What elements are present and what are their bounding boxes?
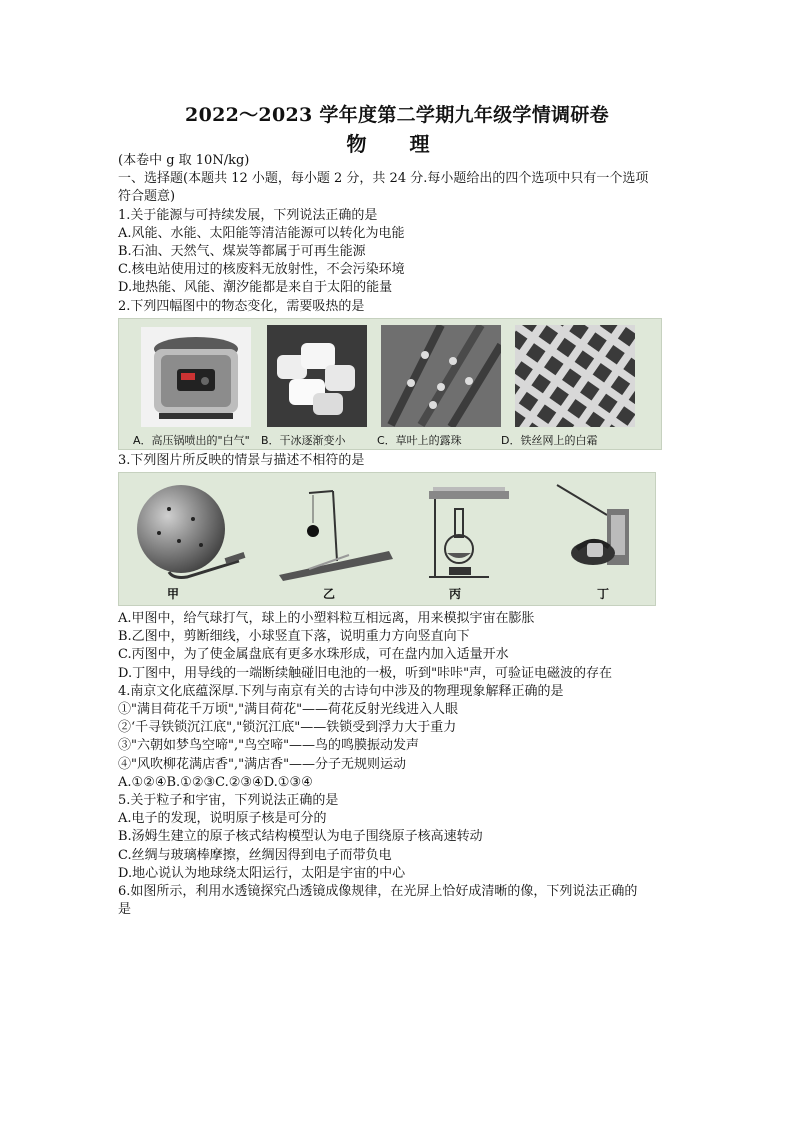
q5-option-a: A.电子的发现，说明原子核是可分的 xyxy=(118,811,327,827)
balloon-pump-image xyxy=(129,479,249,587)
q4-options: A.①②④B.①②③C.②③④D.①③④ xyxy=(118,774,313,790)
q2-caption-a: A．高压锅喷出的"白气" xyxy=(133,433,250,447)
q5-option-d: D.地心说认为地球绕太阳运行，太阳是宇宙的中心 xyxy=(118,865,406,881)
q1-option-d: D.地热能、风能、潮汐能都是来自于太阳的能量 xyxy=(118,280,393,296)
q1-option-b: B.石油、天然气、煤炭等都属于可再生能源 xyxy=(118,244,366,260)
q5-option-c: C.丝绸与玻璃棒摩擦，丝绸因得到电子而带负电 xyxy=(118,847,392,863)
q4-statement-4: ④"风吹柳花满店香","满店香"——分子无规则运动 xyxy=(118,756,407,772)
frost-wire-mesh-image xyxy=(515,325,635,427)
q5-option-b: B.汤姆生建立的原子核式结构模型认为电子围绕原子核高速转动 xyxy=(118,829,483,845)
q2-caption-c: C．草叶上的露珠 xyxy=(377,433,462,447)
q3-label-bing: 丙 xyxy=(449,587,462,602)
q5-stem: 5.关于粒子和宇宙，下列说法正确的是 xyxy=(118,793,339,809)
radio-battery-image xyxy=(547,479,647,583)
q4-statement-2: ②‘千寻铁锁沉江底","锁沉江底"——铁锁受到浮力大于重力 xyxy=(118,720,457,736)
flask-metal-plate-image xyxy=(419,479,519,583)
plumb-line-image xyxy=(269,479,399,583)
q3-option-c: C.丙图中，为了使金属盘底有更多水珠形成，可在盘内加入适量开水 xyxy=(118,647,509,663)
q4-statement-1: ①"满目荷花千万顷","满目荷花"——荷花反射光线进入人眼 xyxy=(118,702,459,718)
section-intro-cont: 符合题意) xyxy=(118,189,176,205)
q3-figure-panel xyxy=(118,472,656,606)
q1-stem: 1.关于能源与可持续发展，下列说法正确的是 xyxy=(118,207,378,223)
q2-caption-b: B．干冰逐渐变小 xyxy=(261,433,346,447)
q3-stem: 3.下列图片所反映的情景与描述不相符的是 xyxy=(118,452,365,468)
q1-option-a: A.风能、水能、太阳能等清洁能源可以转化为电能 xyxy=(118,225,405,241)
q3-label-ding: 丁 xyxy=(597,587,610,602)
q3-label-yi: 乙 xyxy=(323,587,336,602)
dew-on-grass-image xyxy=(381,325,501,427)
q3-option-d: D.丁图中，用导线的一端断续触碰旧电池的一极，听到"咔咔"声，可验证电磁波的存在 xyxy=(118,665,613,681)
q4-stem: 4.南京文化底蕴深厚.下列与南京有关的古诗句中涉及的物理现象解释正确的是 xyxy=(118,683,564,699)
q6-stem: 6.如图所示，利用水透镜探究凸透镜成像规律，在光屏上恰好成清晰的像，下列说法正确的 xyxy=(118,884,638,900)
q2-figure-panel xyxy=(118,318,662,450)
exam-title: 2022～2023 学年度第二学期九年级学情调研卷 xyxy=(185,104,609,126)
q2-caption-d: D．铁丝网上的白霜 xyxy=(501,433,598,447)
q3-option-a: A.甲图中，给气球打气，球上的小塑料粒互相远离，用来模拟宇宙在膨胀 xyxy=(118,611,535,627)
subject-title: 物 理 xyxy=(346,132,448,156)
q1-option-c: C.核电站使用过的核废料无放射性，不会污染环境 xyxy=(118,262,405,278)
q4-statement-3: ③"六朝如梦鸟空啼","鸟空啼"——鸟的鸣膜振动发声 xyxy=(118,738,420,754)
pressure-cooker-image xyxy=(141,327,251,427)
q3-label-jia: 甲 xyxy=(167,587,180,602)
q2-stem: 2.下列四幅图中的物态变化，需要吸热的是 xyxy=(118,298,365,314)
dry-ice-image xyxy=(267,325,367,427)
section-intro: 一、选择题(本题共 12 小题，每小题 2 分，共 24 分.每小题给出的四个选项中只有一个选项 xyxy=(118,171,649,187)
exam-body xyxy=(118,152,688,919)
q3-option-b: B.乙图中，剪断细线，小球竖直下落，说明重力方向竖直向下 xyxy=(118,629,470,645)
gravity-note: (本卷中 g 取 10N/kg) xyxy=(118,153,250,168)
q6-stem-cont: 是 xyxy=(118,902,132,918)
